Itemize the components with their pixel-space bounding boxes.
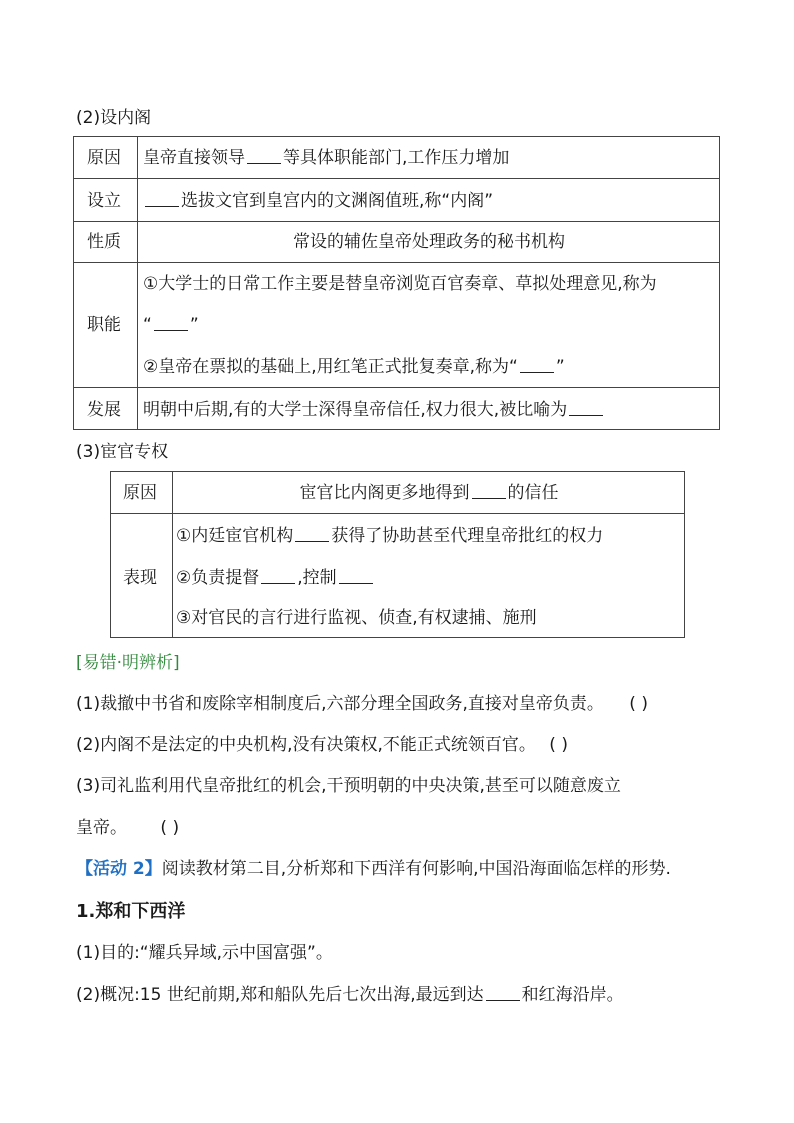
- answer-paren[interactable]: ( ): [629, 694, 648, 714]
- text: 获得了协助甚至代理皇帝批红的权力: [331, 526, 604, 546]
- section-heading: (3)宦官专权: [76, 442, 169, 462]
- activity-text: 阅读教材第二目,分析郑和下西洋有何影响,中国沿海面临怎样的形势.: [161, 859, 671, 879]
- text: ②负责提督: [176, 568, 260, 588]
- bracket: 】: [144, 859, 162, 879]
- text: 的信任: [507, 483, 559, 503]
- text: 皇帝。: [76, 818, 127, 838]
- purpose-line: (1)目的:“耀兵异域,示中国富强”。: [76, 943, 333, 963]
- fill-blank[interactable]: [154, 314, 188, 331]
- answer-paren[interactable]: ( ): [160, 818, 180, 838]
- text: ②皇帝在票拟的基础上,用红笔正式批复奏章,称为“: [143, 357, 518, 377]
- row-label: 性质: [87, 232, 121, 252]
- mistakes-tag: [易错·明辨析]: [76, 653, 180, 673]
- fill-blank[interactable]: [486, 984, 520, 1001]
- fill-blank[interactable]: [295, 525, 329, 542]
- text: 等具体职能部门,工作压力增加: [283, 148, 510, 168]
- text: (2)内阁不是法定的中央机构,没有决策权,不能正式统领百官。: [76, 735, 536, 755]
- judgement-item: [76, 692, 648, 716]
- activity-tag: 活动 2: [93, 859, 145, 879]
- activity-line: [76, 857, 671, 881]
- judgement-item-continued: [76, 816, 179, 840]
- judgement-item: (3)司礼监利用代皇帝批红的机会,干预明朝的中央决策,甚至可以随意废立: [76, 776, 621, 796]
- row-label: 原因: [87, 148, 121, 168]
- row-label: 原因: [123, 483, 157, 503]
- fill-blank[interactable]: [569, 399, 603, 416]
- row-content: [143, 398, 605, 422]
- answer-paren[interactable]: ( ): [549, 735, 568, 755]
- fill-blank[interactable]: [520, 356, 554, 373]
- row-content: [143, 189, 493, 213]
- column-divider: [137, 136, 138, 430]
- text: (1)裁撤中书省和废除宰相制度后,六部分理全国政务,直接对皇帝负责。: [76, 694, 604, 714]
- judgement-item: [76, 733, 568, 757]
- row-label: 职能: [87, 315, 121, 335]
- row-divider: [73, 221, 720, 222]
- text: 和红海沿岸。: [521, 985, 624, 1005]
- row-content: ①大学士的日常工作主要是替皇帝浏览百官奏章、草拟处理意见,称为: [143, 274, 657, 294]
- overview-line: [76, 983, 624, 1007]
- row-content: [143, 313, 199, 337]
- row-divider: [73, 262, 720, 263]
- row-content: [173, 481, 685, 505]
- section-heading: (2)设内阁: [76, 108, 152, 128]
- row-content: [143, 146, 509, 170]
- fill-blank[interactable]: [472, 482, 506, 499]
- text: 宦官比内阁更多地得到: [299, 483, 470, 503]
- text: “: [143, 315, 152, 335]
- row-content: ③对官民的言行进行监视、侦查,有权逮捕、施刑: [176, 608, 537, 628]
- row-content: [176, 524, 603, 548]
- text: 选拔文官到皇宫内的文渊阁值班,称“内阁”: [181, 191, 494, 211]
- text: 皇帝直接领导: [143, 148, 245, 168]
- row-label: 发展: [87, 400, 121, 420]
- fill-blank[interactable]: [145, 190, 179, 207]
- bracket: 【: [76, 859, 93, 879]
- text: 明朝中后期,有的大学士深得皇帝信任,权力很大,被比喻为: [143, 400, 568, 420]
- row-content: 常设的辅佐皇帝处理政务的秘书机构: [293, 232, 565, 252]
- text: (2)概况:15 世纪前期,郑和船队先后七次出海,最远到达: [76, 985, 484, 1005]
- row-divider: [73, 178, 720, 179]
- subsection-title: 1.郑和下西洋: [76, 901, 186, 922]
- text: ,控制: [297, 568, 337, 588]
- fill-blank[interactable]: [261, 567, 295, 584]
- row-label: 设立: [87, 191, 121, 211]
- row-content: [143, 355, 565, 379]
- fill-blank[interactable]: [247, 147, 281, 164]
- row-content: [176, 566, 375, 590]
- text: ”: [189, 315, 199, 335]
- fill-blank[interactable]: [339, 567, 373, 584]
- row-divider: [73, 387, 720, 388]
- row-divider: [110, 513, 685, 514]
- row-label: 表现: [123, 568, 157, 588]
- text: ”: [555, 357, 565, 377]
- text: ①内廷宦官机构: [176, 526, 294, 546]
